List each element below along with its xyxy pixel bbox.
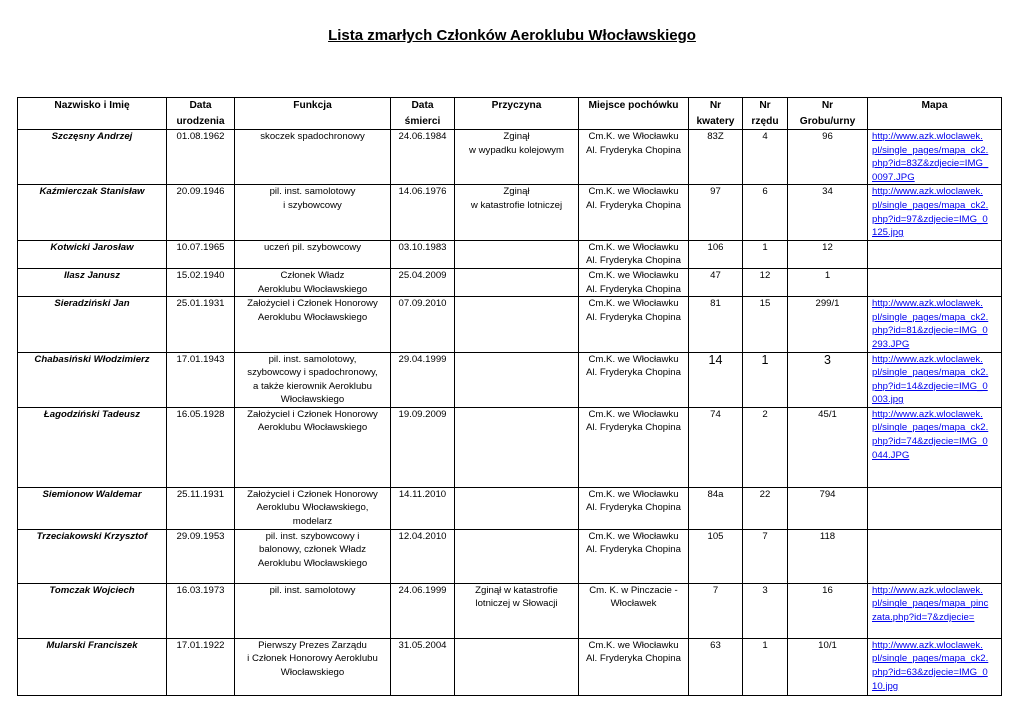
- cell-name: Kaźmierczak Stanisław: [18, 185, 167, 240]
- cell-burial-line: Cm.K. we Włocławku: [588, 241, 679, 253]
- table-row: [18, 297, 1002, 352]
- map-link-line: php?id=74&zdjecie=IMG_0: [872, 436, 988, 448]
- map-link-line: php?id=83Z&zdjecie=IMG_: [872, 158, 989, 170]
- cell-quarter: 7: [689, 583, 743, 638]
- cell-map: [868, 529, 1002, 583]
- header-quarter: [689, 98, 743, 130]
- map-link[interactable]: [872, 353, 999, 407]
- cell-quarter: 14: [689, 352, 743, 407]
- cell-grave: 34: [788, 185, 868, 240]
- cell-burial-line: Cm.K. we Włocławku: [588, 186, 679, 198]
- cell-quarter: 47: [689, 268, 743, 296]
- cell-cause-line: Zginął: [503, 131, 530, 142]
- cell-role-line: uczeń pil. szybowcowy: [263, 241, 362, 253]
- cell-row: 4: [743, 130, 788, 185]
- cell-burial-line: Al. Fryderyka Chopina: [586, 199, 681, 211]
- table-body: [18, 130, 1002, 696]
- cell-burial: [579, 583, 689, 638]
- cell-role-line: balonowy, członek Władz: [258, 544, 366, 556]
- cell-grave: 45/1: [788, 407, 868, 487]
- cell-burial-line: Włocławek: [610, 598, 657, 610]
- cell-quarter: 106: [689, 240, 743, 268]
- cell-role-line: pil. inst. szybowcowy i: [265, 530, 360, 542]
- cell-name: Chabasiński Włodzimierz: [18, 352, 167, 407]
- cell-row: 22: [743, 487, 788, 529]
- cell-role-line: szybowcowy i spadochronowy,: [247, 367, 378, 379]
- header-row-line: Nr: [759, 100, 771, 111]
- cell-birth: 25.11.1931: [167, 487, 235, 529]
- cell-burial-line: Al. Fryderyka Chopina: [586, 311, 681, 323]
- cell-death: 12.04.2010: [391, 529, 455, 583]
- map-link-line: pl/single_pages/mapa_ck2.: [872, 367, 989, 379]
- cell-row: 6: [743, 185, 788, 240]
- cell-name: Trzeciakowski Krzysztof: [18, 529, 167, 583]
- cell-death: 24.06.1984: [391, 130, 455, 185]
- cell-role-line: Aeroklubu Włocławskiego: [257, 422, 368, 434]
- cell-role-line: Aeroklubu Włocławskiego: [257, 283, 368, 295]
- page-title: Lista zmarłych Członków Aeroklubu Włocławskiego: [328, 27, 696, 44]
- cell-row: 12: [743, 268, 788, 296]
- map-link-line: pl/single_pages/mapa_ck2.: [872, 144, 989, 156]
- cell-burial: [579, 352, 689, 407]
- cell-birth: 15.02.1940: [167, 268, 235, 296]
- cell-burial-line: Cm.K. we Włocławku: [588, 298, 679, 310]
- cell-role: [235, 638, 391, 695]
- cell-burial: [579, 638, 689, 695]
- cell-burial-line: Al. Fryderyka Chopina: [586, 255, 681, 267]
- cell-birth: 01.08.1962: [167, 130, 235, 185]
- map-link[interactable]: [872, 408, 999, 462]
- cell-cause: [455, 297, 579, 352]
- header-grave-line: Nr: [821, 100, 834, 111]
- cell-role: [235, 407, 391, 487]
- cell-role-line: Założyciel i Członek Honorowy: [247, 488, 378, 500]
- members-table: [17, 97, 1002, 696]
- header-quarter-line: kwatery: [696, 115, 735, 127]
- cell-death: 14.06.1976: [391, 185, 455, 240]
- cell-row: 1: [743, 352, 788, 407]
- cell-death: 25.04.2009: [391, 268, 455, 296]
- cell-burial-line: Al. Fryderyka Chopina: [586, 653, 681, 665]
- header-grave: [788, 98, 868, 130]
- table-row: [18, 240, 1002, 268]
- cell-role: [235, 352, 391, 407]
- cell-map: [868, 268, 1002, 296]
- cell-burial-line: Al. Fryderyka Chopina: [586, 502, 681, 514]
- map-link[interactable]: [872, 584, 999, 625]
- cell-birth: 20.09.1946: [167, 185, 235, 240]
- cell-cause: [455, 407, 579, 487]
- header-name-line: Nazwisko i Imię: [54, 100, 130, 111]
- cell-grave: 1: [788, 268, 868, 296]
- map-link-line: http://www.azk.wloclawek.: [872, 131, 983, 142]
- table-row: [18, 583, 1002, 638]
- map-link-line: php?id=14&zdjecie=IMG_0: [872, 380, 988, 392]
- cell-name: Szczęsny Andrzej: [18, 130, 167, 185]
- map-link-line: http://www.azk.wloclawek.: [872, 186, 983, 198]
- map-link-line: 293.JPG: [872, 338, 910, 350]
- cell-grave: 3: [788, 352, 868, 407]
- map-link-line: php?id=81&zdjecie=IMG_0: [872, 325, 988, 337]
- cell-cause: [455, 529, 579, 583]
- cell-death: 31.05.2004: [391, 638, 455, 695]
- cell-cause: [455, 352, 579, 407]
- cell-cause-line: w katastrofie lotniczej: [470, 199, 563, 211]
- cell-role-line: modelarz: [292, 516, 333, 528]
- cell-name: Ilasz Janusz: [18, 268, 167, 296]
- table-row: [18, 130, 1002, 185]
- cell-burial-line: Cm.K. we Włocławku: [588, 408, 679, 420]
- cell-birth: 25.01.1931: [167, 297, 235, 352]
- cell-burial: [579, 268, 689, 296]
- cell-death: 03.10.1983: [391, 240, 455, 268]
- cell-map: [868, 583, 1002, 638]
- header-death: [391, 98, 455, 130]
- cell-row: 15: [743, 297, 788, 352]
- table-row: [18, 529, 1002, 583]
- map-link-line: 125.jpg: [872, 227, 904, 239]
- cell-map: [868, 185, 1002, 240]
- table-row: [18, 185, 1002, 240]
- cell-row: 1: [743, 638, 788, 695]
- table-row: [18, 638, 1002, 695]
- cell-cause: [455, 638, 579, 695]
- cell-role-line: Pierwszy Prezes Zarządu: [258, 639, 367, 651]
- header-role: [235, 98, 391, 130]
- cell-quarter: 105: [689, 529, 743, 583]
- cell-burial: [579, 130, 689, 185]
- cell-name: Łagodziński Tadeusz: [18, 407, 167, 487]
- cell-map: [868, 130, 1002, 185]
- cell-cause: [455, 185, 579, 240]
- map-link-line: http://www.azk.wloclawek.: [872, 353, 983, 365]
- cell-burial-line: Al. Fryderyka Chopina: [586, 422, 681, 434]
- cell-cause-line: Zginął: [503, 186, 530, 198]
- cell-role: [235, 487, 391, 529]
- table-row: [18, 487, 1002, 529]
- cell-role-line: pil. inst. samolotowy,: [268, 353, 357, 365]
- cell-death: 19.09.2009: [391, 407, 455, 487]
- cell-burial: [579, 297, 689, 352]
- cell-burial-line: Cm.K. we Włocławku: [588, 488, 679, 500]
- cell-map: [868, 638, 1002, 695]
- cell-quarter: 83Z: [689, 130, 743, 185]
- cell-grave: 16: [788, 583, 868, 638]
- cell-role-line: Aeroklubu Włocławskiego,: [256, 502, 369, 514]
- header-row: [18, 98, 1002, 130]
- header-cause-line: Przyczyna: [491, 100, 542, 111]
- map-link[interactable]: [872, 297, 999, 351]
- map-link-line: pl/single_pages/mapa_ck2.: [872, 653, 989, 665]
- map-link-line: 0097.JPG: [872, 171, 915, 183]
- cell-role-line: Aeroklubu Włocławskiego: [257, 558, 368, 570]
- cell-birth: 16.03.1973: [167, 583, 235, 638]
- cell-burial: [579, 487, 689, 529]
- cell-role: [235, 268, 391, 296]
- cell-birth: 29.09.1953: [167, 529, 235, 583]
- cell-burial-line: Al. Fryderyka Chopina: [586, 283, 681, 295]
- cell-quarter: 97: [689, 185, 743, 240]
- cell-role-line: skoczek spadochronowy: [260, 131, 365, 142]
- cell-burial-line: Al. Fryderyka Chopina: [586, 367, 681, 379]
- header-birth-line: urodzenia: [176, 115, 225, 127]
- map-link-line: 003.jpg: [872, 394, 904, 406]
- cell-row: 7: [743, 529, 788, 583]
- cell-role-line: pil. inst. samolotowy: [269, 584, 356, 596]
- cell-burial: [579, 407, 689, 487]
- table-row: [18, 268, 1002, 296]
- cell-burial: [579, 185, 689, 240]
- cell-name: Sieradziński Jan: [18, 297, 167, 352]
- header-death-line: śmierci: [404, 115, 441, 127]
- map-link-line: 10.jpg: [872, 680, 899, 692]
- header-burial: [579, 98, 689, 130]
- cell-burial-line: Cm.K. we Włocławku: [588, 269, 679, 281]
- cell-role-line: pil. inst. samolotowy: [269, 186, 356, 198]
- map-link-line: zata.php?id=7&zdjecie=: [872, 612, 975, 624]
- cell-grave: 118: [788, 529, 868, 583]
- map-link-line: http://www.azk.wloclawek.: [872, 639, 983, 651]
- cell-row: 2: [743, 407, 788, 487]
- header-quarter-line: Nr: [709, 100, 722, 111]
- cell-map: [868, 297, 1002, 352]
- cell-grave: 299/1: [788, 297, 868, 352]
- header-name: [18, 98, 167, 130]
- map-link[interactable]: [872, 185, 999, 239]
- map-link-line: pl/single_pages/mapa_ck2.: [872, 422, 989, 434]
- cell-role-line: i Członek Honorowy Aeroklubu: [247, 653, 378, 665]
- cell-role-line: Włocławskiego: [280, 667, 345, 679]
- cell-map: [868, 487, 1002, 529]
- header-row-line: rzędu: [751, 115, 779, 127]
- cell-role: [235, 130, 391, 185]
- map-link-line: pl/single_pages/mapa_ck2.: [872, 311, 989, 323]
- cell-death: 29.04.1999: [391, 352, 455, 407]
- cell-burial-line: Cm.K. we Włocławku: [588, 639, 679, 651]
- map-link-line: php?id=97&zdjecie=IMG_0: [872, 213, 988, 225]
- cell-birth: 10.07.1965: [167, 240, 235, 268]
- table-row: [18, 352, 1002, 407]
- cell-name: Tomczak Wojciech: [18, 583, 167, 638]
- cell-role-line: Założyciel i Członek Honorowy: [247, 408, 378, 420]
- cell-cause: [455, 268, 579, 296]
- cell-quarter: 63: [689, 638, 743, 695]
- header-row: [743, 98, 788, 130]
- header-role-line: Funkcja: [293, 100, 332, 111]
- header-death-line: Data: [411, 100, 434, 111]
- cell-role: [235, 529, 391, 583]
- cell-map: [868, 352, 1002, 407]
- cell-role-line: i szybowcowy: [283, 199, 342, 211]
- header-cause: [455, 98, 579, 130]
- cell-role-line: Aeroklubu Włocławskiego: [257, 311, 368, 323]
- table-row: [18, 407, 1002, 487]
- cell-cause: [455, 487, 579, 529]
- cell-row: 3: [743, 583, 788, 638]
- cell-burial-line: Cm.K. we Włocławku: [588, 530, 679, 542]
- cell-burial: [579, 529, 689, 583]
- cell-burial-line: Al. Fryderyka Chopina: [586, 544, 681, 556]
- cell-burial-line: Cm.K. we Włocławku: [588, 131, 679, 142]
- cell-role: [235, 240, 391, 268]
- map-link-line: 044.JPG: [872, 449, 910, 461]
- header-birth-line: Data: [189, 100, 212, 111]
- cell-birth: 17.01.1943: [167, 352, 235, 407]
- map-link-line: php?id=63&zdjecie=IMG_0: [872, 667, 988, 679]
- cell-cause-line: lotniczej w Słowacji: [475, 598, 558, 610]
- cell-burial-line: Cm. K. w Pinczacie -: [589, 584, 678, 596]
- cell-row: 1: [743, 240, 788, 268]
- cell-name: Kotwicki Jarosław: [18, 240, 167, 268]
- cell-birth: 16.05.1928: [167, 407, 235, 487]
- cell-role: [235, 185, 391, 240]
- map-link-line: pl/single_pages/mapa_pinc: [872, 598, 989, 610]
- cell-death: 14.11.2010: [391, 487, 455, 529]
- cell-role-line: Założyciel i Członek Honorowy: [247, 298, 378, 310]
- cell-grave: 96: [788, 130, 868, 185]
- cell-birth: 17.01.1922: [167, 638, 235, 695]
- cell-map: [868, 407, 1002, 487]
- cell-name: Mularski Franciszek: [18, 638, 167, 695]
- cell-role-line: Włocławskiego: [280, 394, 345, 406]
- header-birth: [167, 98, 235, 130]
- cell-role: [235, 297, 391, 352]
- cell-role-line: Członek Władz: [280, 269, 345, 281]
- map-link-line: http://www.azk.wloclawek.: [872, 584, 983, 596]
- cell-quarter: 84a: [689, 487, 743, 529]
- map-link[interactable]: [872, 130, 999, 184]
- cell-quarter: 81: [689, 297, 743, 352]
- map-link-line: pl/single_pages/mapa_ck2.: [872, 199, 989, 211]
- map-link-line: http://www.azk.wloclawek.: [872, 298, 983, 310]
- cell-role-line: a także kierownik Aeroklubu: [253, 380, 372, 392]
- cell-map: [868, 240, 1002, 268]
- cell-cause: [455, 240, 579, 268]
- cell-burial-line: Cm.K. we Włocławku: [588, 353, 679, 365]
- map-link[interactable]: [872, 639, 999, 693]
- cell-grave: 794: [788, 487, 868, 529]
- cell-role: [235, 583, 391, 638]
- cell-burial: [579, 240, 689, 268]
- header-map: [868, 98, 1002, 130]
- header-map-line: Mapa: [921, 100, 948, 111]
- map-link-line: http://www.azk.wloclawek.: [872, 408, 983, 420]
- cell-cause: [455, 583, 579, 638]
- cell-burial-line: Al. Fryderyka Chopina: [586, 144, 681, 156]
- header-burial-line: Miejsce pochówku: [588, 100, 679, 111]
- cell-name: Siemionow Waldemar: [18, 487, 167, 529]
- cell-cause-line: Zginął w katastrofie: [475, 584, 558, 596]
- cell-death: 07.09.2010: [391, 297, 455, 352]
- cell-cause-line: w wypadku kolejowym: [469, 144, 564, 156]
- cell-cause: [455, 130, 579, 185]
- header-grave-line: Grobu/urny: [799, 115, 856, 127]
- cell-death: 24.06.1999: [391, 583, 455, 638]
- cell-grave: 12: [788, 240, 868, 268]
- cell-grave: 10/1: [788, 638, 868, 695]
- cell-quarter: 74: [689, 407, 743, 487]
